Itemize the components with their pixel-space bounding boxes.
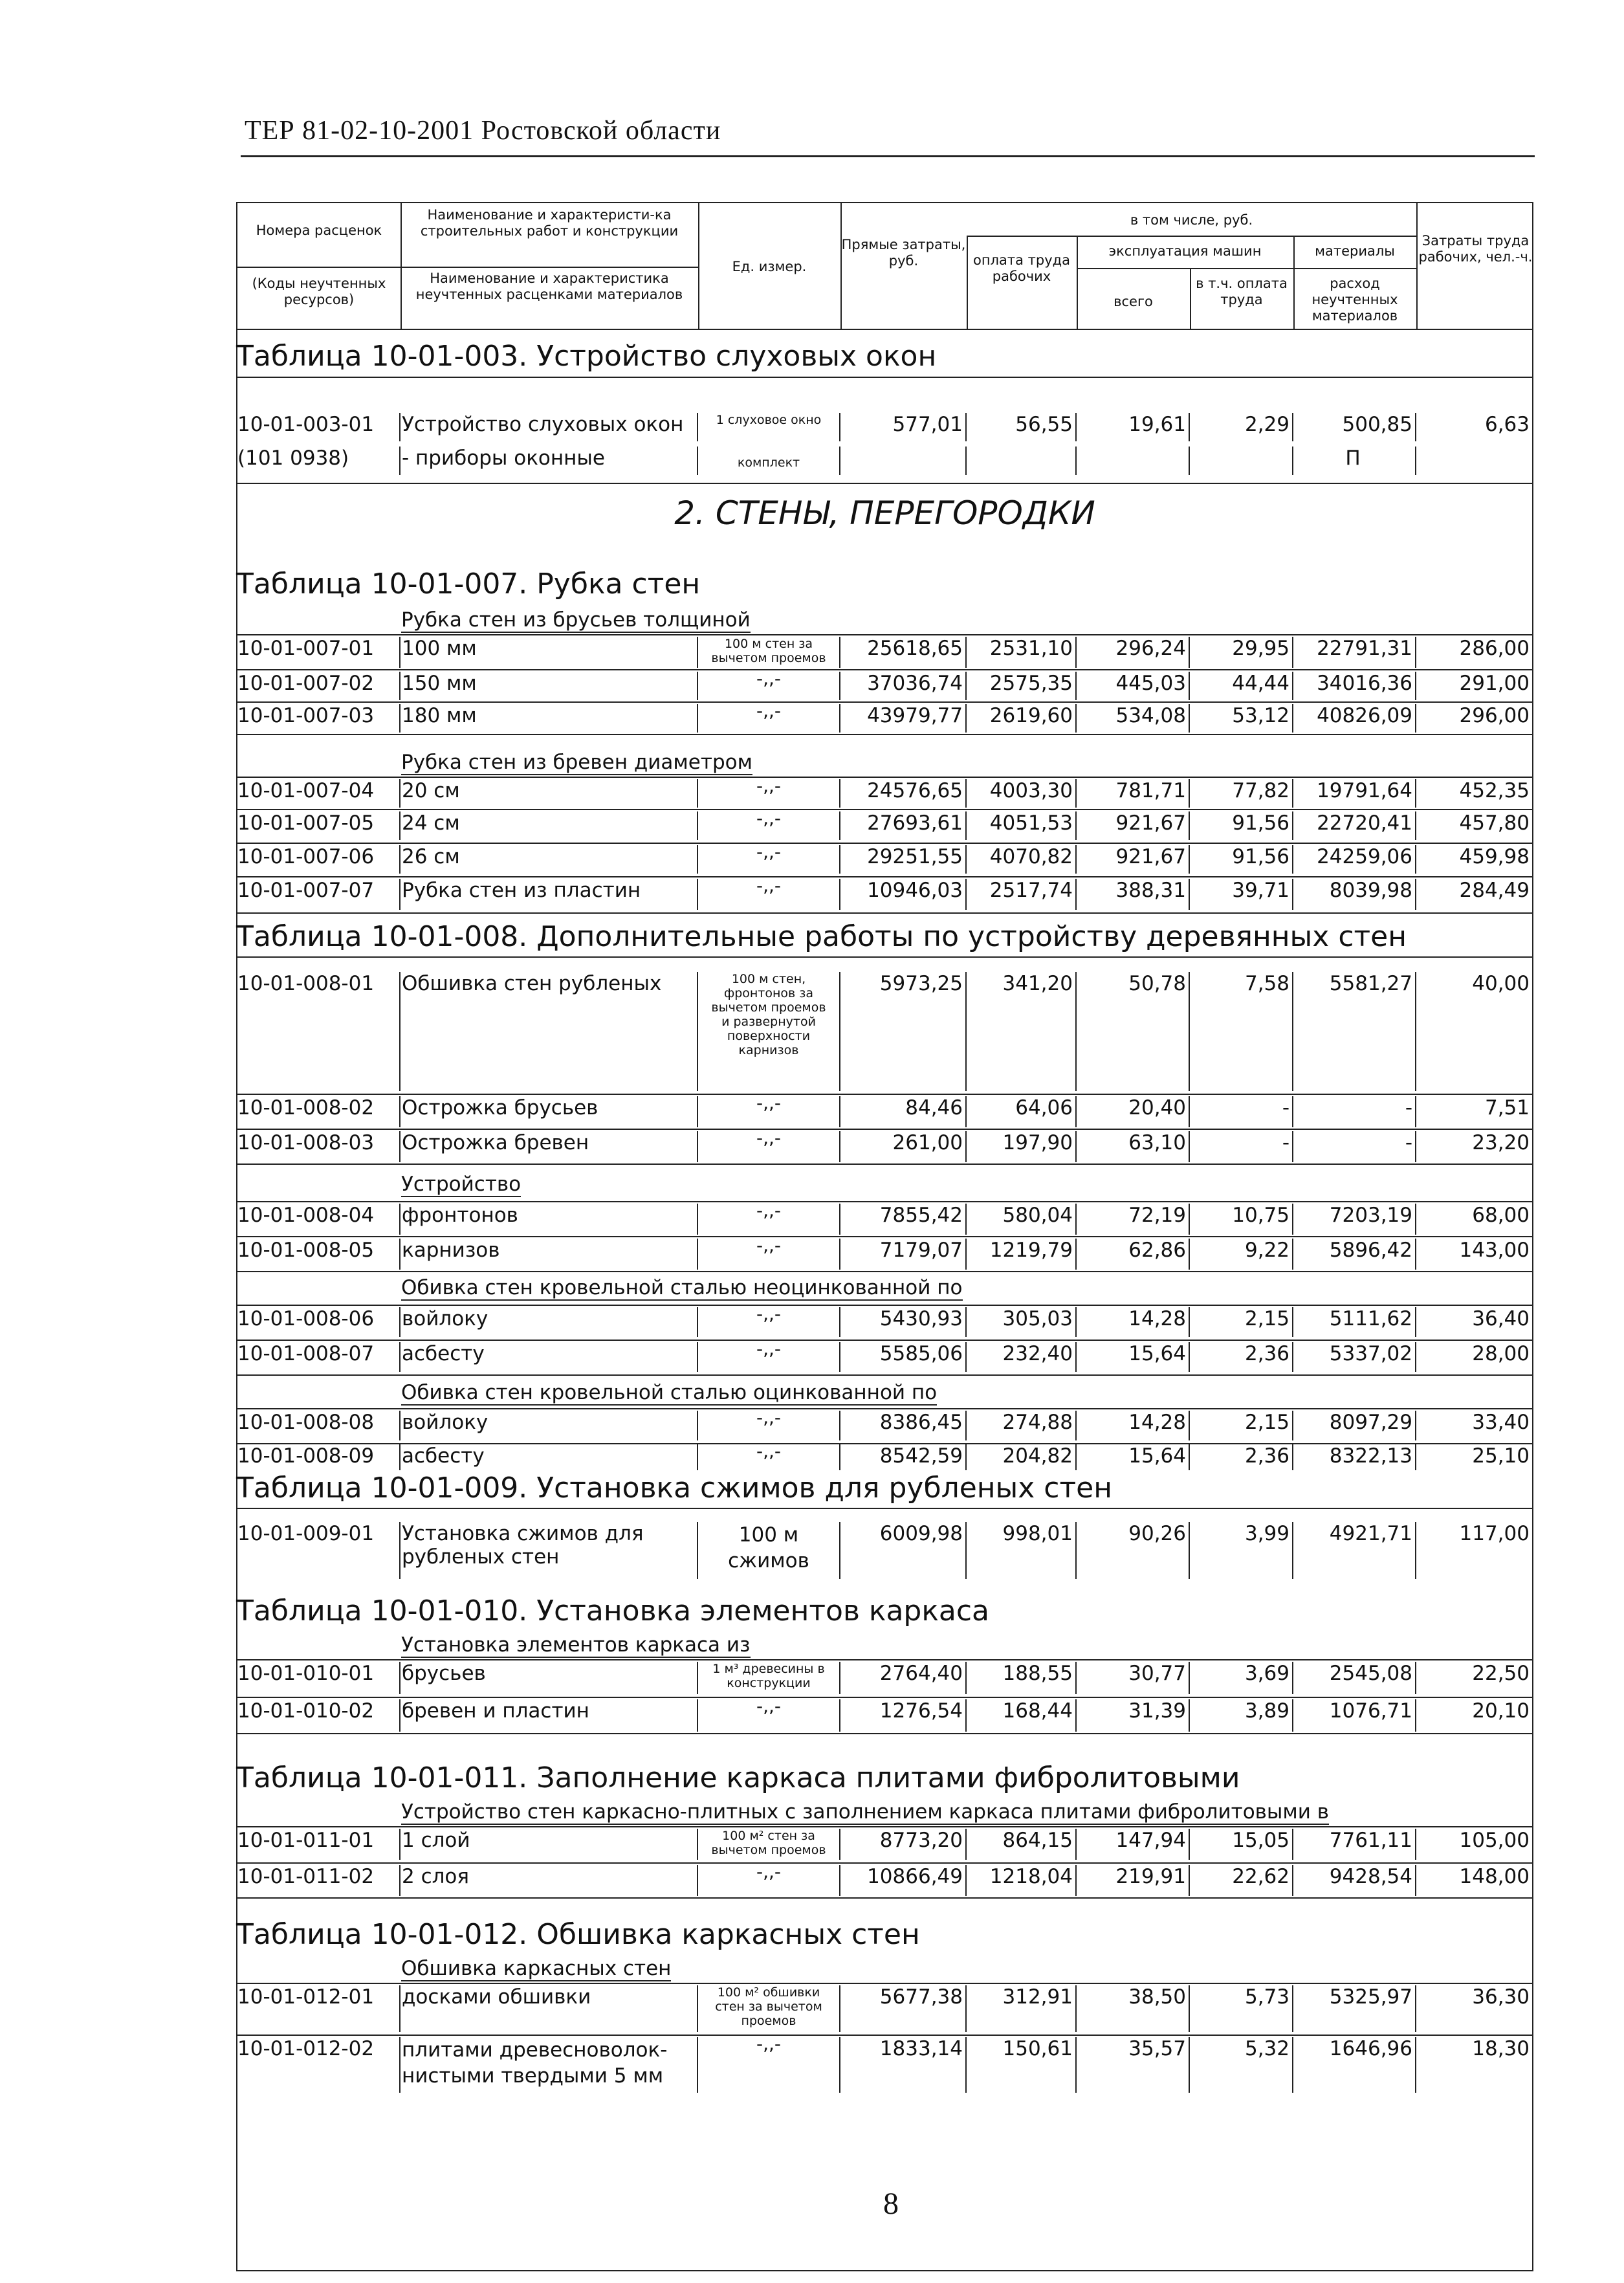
cell-value: 7,51 — [1415, 1096, 1533, 1127]
cell-unit: -,,- — [697, 1239, 839, 1270]
cell-name: 24 см — [399, 811, 697, 840]
cell-value: 452,35 — [1415, 779, 1533, 808]
cell-name: плитами древесноволок-нистыми твердыми 5 мм — [399, 2037, 697, 2093]
cell-value: 4070,82 — [965, 845, 1075, 874]
cell-value: 29,95 — [1189, 637, 1292, 668]
cell-value: 22720,41 — [1292, 811, 1415, 840]
cell-value: 9428,54 — [1292, 1865, 1415, 1896]
column-header — [236, 202, 1533, 330]
cell-value: 30,77 — [1075, 1662, 1189, 1694]
cell-value: 1276,54 — [839, 1699, 965, 1732]
cell-name: войлоку — [399, 1411, 697, 1440]
cell-code: 10-01-007-05 — [237, 811, 375, 835]
table-title-10-01-012: Таблица 10-01-012. Обшивка каркасных стен — [236, 1918, 920, 1951]
cell-value: 284,49 — [1415, 879, 1533, 910]
table-row — [236, 775, 1533, 808]
cell-value: 6009,98 — [839, 1522, 965, 1579]
header-name-resources: Наименование и характеристика неучтенных расценками материалов — [415, 270, 683, 302]
cell-value: 286,00 — [1415, 637, 1533, 668]
cell-code: 10-01-008-04 — [237, 1204, 375, 1227]
cell-unit: -,,- — [697, 1307, 839, 1337]
header-machines: эксплуатация машин — [1108, 243, 1262, 259]
cell-value: 5896,42 — [1292, 1239, 1415, 1270]
cell-name: бревен и пластин — [399, 1699, 697, 1732]
header-name: Наименование и характеристи-ка строительных работ и конструкции — [420, 207, 679, 239]
cell-unit: -,,- — [697, 1131, 839, 1162]
cell-value: 232,40 — [965, 1342, 1075, 1372]
cell-value — [1075, 447, 1189, 475]
cell-name: брусьев — [399, 1662, 697, 1694]
cell-value: 25,10 — [1415, 1444, 1533, 1470]
cell-value: 5585,06 — [839, 1342, 965, 1372]
table-row — [236, 413, 1533, 441]
cell-value: 9,22 — [1189, 1239, 1292, 1270]
cell-value: 50,78 — [1075, 972, 1189, 1091]
cell-value: 117,00 — [1415, 1522, 1533, 1579]
cell-unit: 100 м² обшивки стен за вычетом проемов — [697, 1985, 839, 2032]
cell-value: 312,91 — [965, 1985, 1075, 2032]
subheading: Устройство стен каркасно-плитных с заполнением каркаса плитами фибролитовыми в — [401, 1800, 1330, 1824]
header-code-resources: (Коды неучтенных ресурсов) — [252, 276, 386, 307]
cell-code: 10-01-008-06 — [237, 1307, 375, 1330]
cell-value: 921,67 — [1075, 845, 1189, 874]
cell-value: 8322,13 — [1292, 1444, 1415, 1470]
cell-name: асбесту — [399, 1342, 697, 1372]
cell-value: 534,08 — [1075, 704, 1189, 733]
cell-value: 219,91 — [1075, 1865, 1189, 1896]
cell-code: 10-01-010-01 — [237, 1662, 375, 1685]
cell-value: 27693,61 — [839, 811, 965, 840]
cell-value: 296,00 — [1415, 704, 1533, 733]
cell-value: 39,71 — [1189, 879, 1292, 910]
table-row — [236, 700, 1533, 733]
cell-value: 5111,62 — [1292, 1307, 1415, 1337]
cell-value: 4051,53 — [965, 811, 1075, 840]
cell-name: Острожка бревен — [399, 1131, 697, 1162]
cell-value: 577,01 — [839, 413, 965, 441]
table-row — [236, 808, 1533, 840]
cell-code: 10-01-007-03 — [237, 704, 375, 727]
cell-value: 2,15 — [1189, 1307, 1292, 1337]
cell-unit: 100 м стен за вычетом проемов — [697, 637, 839, 668]
subheading: Рубка стен из бревен диаметром — [401, 751, 752, 774]
cell-value: 2,36 — [1189, 1342, 1292, 1372]
cell-value: 25618,65 — [839, 637, 965, 668]
table-row — [236, 1695, 1533, 1732]
cell-value: 34016,36 — [1292, 672, 1415, 700]
cell-value: - — [1189, 1096, 1292, 1127]
cell-value: 24576,65 — [839, 779, 965, 808]
cell-name: Острожка брусьев — [399, 1096, 697, 1127]
cell-value: 7761,11 — [1292, 1829, 1415, 1860]
cell-unit: -,,- — [697, 1096, 839, 1127]
cell-value: 2,36 — [1189, 1444, 1292, 1470]
cell-unit: -,,- — [697, 1865, 839, 1896]
cell-name: 26 см — [399, 845, 697, 874]
cell-name: 2 слоя — [399, 1865, 697, 1896]
cell-value: 29251,55 — [839, 845, 965, 874]
cell-code: (101 0938) — [237, 447, 349, 470]
cell-value: 2764,40 — [839, 1662, 965, 1694]
cell-code: 10-01-011-02 — [237, 1865, 375, 1888]
cell-value: 2619,60 — [965, 704, 1075, 733]
cell-code: 10-01-008-02 — [237, 1096, 375, 1119]
cell-code: 10-01-008-07 — [237, 1342, 375, 1365]
cell-name: войлоку — [399, 1307, 697, 1337]
cell-value: 8386,45 — [839, 1411, 965, 1440]
right-border — [1532, 330, 1533, 2271]
cell-code: 10-01-007-07 — [237, 879, 375, 902]
cell-value: 63,10 — [1075, 1131, 1189, 1162]
cell-code: 10-01-003-01 — [237, 413, 375, 436]
cell-value: 7,58 — [1189, 972, 1292, 1091]
header-machines-total: всего — [1114, 294, 1153, 309]
cell-unit: -,,- — [697, 704, 839, 733]
cell-name: - приборы оконные — [399, 447, 697, 475]
header-unit: Ед. измер. — [732, 259, 807, 274]
cell-unit: -,,- — [697, 1411, 839, 1440]
cell-value: 33,40 — [1415, 1411, 1533, 1440]
cell-value: 7179,07 — [839, 1239, 965, 1270]
cell-value: 305,03 — [965, 1307, 1075, 1337]
cell-value: 14,28 — [1075, 1307, 1189, 1337]
cell-value: 291,00 — [1415, 672, 1533, 700]
cell-value: 19,61 — [1075, 413, 1189, 441]
cell-name: фронтонов — [399, 1204, 697, 1235]
cell-value: 91,56 — [1189, 845, 1292, 874]
cell-value: 62,86 — [1075, 1239, 1189, 1270]
cell-name: 180 мм — [399, 704, 697, 733]
cell-value: 143,00 — [1415, 1239, 1533, 1270]
cell-value: 90,26 — [1075, 1522, 1189, 1579]
cell-value: 24259,06 — [1292, 845, 1415, 874]
section-heading: 2. СТЕНЫ, ПЕРЕГОРОДКИ — [674, 494, 1095, 532]
cell-code: 10-01-007-02 — [237, 672, 375, 695]
cell-name: 1 слой — [399, 1829, 697, 1860]
cell-value — [839, 447, 965, 475]
subheading: Установка элементов каркаса из — [401, 1633, 751, 1657]
header-rule — [241, 155, 1535, 157]
cell-code: 10-01-009-01 — [237, 1522, 375, 1545]
cell-value: 44,44 — [1189, 672, 1292, 700]
cell-value: 459,98 — [1415, 845, 1533, 874]
cell-value: 19791,64 — [1292, 779, 1415, 808]
header-code: Номера расценок — [256, 223, 382, 238]
table-row — [236, 875, 1533, 910]
cell-value: 7855,42 — [839, 1204, 965, 1235]
cell-value: 5,32 — [1189, 2037, 1292, 2093]
cell-value — [1415, 447, 1533, 475]
document-header: ТЕР 81-02-10-2001 Ростовской области — [245, 116, 721, 146]
left-border — [236, 330, 237, 2271]
cell-unit: 100 м сжимов — [697, 1522, 839, 1579]
cell-value: 8542,59 — [839, 1444, 965, 1470]
cell-value: 91,56 — [1189, 811, 1292, 840]
table-title-10-01-008: Таблица 10-01-008. Дополнительные работы по устройству деревянных стен — [236, 920, 1407, 953]
cell-value: 1219,79 — [965, 1239, 1075, 1270]
table-row — [236, 1522, 1533, 1579]
cell-name: Устройство слуховых окон — [399, 413, 697, 441]
subheading: Обшивка каркасных стен — [401, 1957, 672, 1980]
cell-unit: -,,- — [697, 1444, 839, 1470]
table-row — [236, 972, 1533, 1091]
cell-value: 31,39 — [1075, 1699, 1189, 1732]
cell-unit: -,,- — [697, 779, 839, 808]
cell-value: 445,03 — [1075, 672, 1189, 700]
cell-value: 2545,08 — [1292, 1662, 1415, 1694]
cell-value: 15,64 — [1075, 1444, 1189, 1470]
cell-code: 10-01-007-06 — [237, 845, 375, 868]
cell-value: 7203,19 — [1292, 1204, 1415, 1235]
cell-value: 4921,71 — [1292, 1522, 1415, 1579]
cell-value: 500,85 — [1292, 413, 1415, 441]
subheading: Обивка стен кровельной сталью оцинкованной по — [401, 1381, 938, 1404]
cell-value: 864,15 — [965, 1829, 1075, 1860]
cell-unit: -,,- — [697, 1699, 839, 1732]
cell-value: 2531,10 — [965, 637, 1075, 668]
cell-value: 105,00 — [1415, 1829, 1533, 1860]
cell-value: 5337,02 — [1292, 1342, 1415, 1372]
table-title-10-01-009: Таблица 10-01-009. Установка сжимов для рубленых стен — [236, 1472, 1112, 1505]
table-title-10-01-011: Таблица 10-01-011. Заполнение каркаса плитами фибролитовыми — [236, 1761, 1240, 1794]
cell-value: 23,20 — [1415, 1131, 1533, 1162]
cell-name: 150 мм — [399, 672, 697, 700]
cell-name: досками обшивки — [399, 1985, 697, 2032]
cell-code: 10-01-012-02 — [237, 2037, 375, 2060]
cell-unit: 100 м² стен за вычетом проемов — [697, 1829, 839, 1860]
cell-value: 296,24 — [1075, 637, 1189, 668]
cell-unit: -,,- — [697, 845, 839, 874]
cell-value: 5,73 — [1189, 1985, 1292, 2032]
cell-value: - — [1189, 1131, 1292, 1162]
cell-value: 8773,20 — [839, 1829, 965, 1860]
cell-value: 1076,71 — [1292, 1699, 1415, 1732]
table-title-10-01-003: Таблица 10-01-003. Устройство слуховых окон — [236, 340, 937, 373]
cell-name: асбесту — [399, 1444, 697, 1470]
table-row — [236, 1985, 1533, 2032]
cell-value: 10866,49 — [839, 1865, 965, 1896]
table-row — [236, 1127, 1533, 1162]
cell-value: 36,30 — [1415, 1985, 1533, 2032]
price-table — [236, 202, 1533, 2271]
cell-unit: 1 слуховое окно — [697, 413, 839, 441]
cell-unit: -,,- — [697, 811, 839, 840]
cell-name: 100 мм — [399, 637, 697, 668]
cell-name: 20 см — [399, 779, 697, 808]
cell-value: 10946,03 — [839, 879, 965, 910]
header-machines-pay: в т.ч. оплата труда — [1196, 276, 1288, 307]
cell-value — [965, 447, 1075, 475]
header-including: в том числе, руб. — [1130, 212, 1253, 228]
cell-value: 10,75 — [1189, 1204, 1292, 1235]
cell-unit: -,,- — [697, 672, 839, 700]
cell-value: 8097,29 — [1292, 1411, 1415, 1440]
header-labor-hours: Затраты труда рабочих, чел.-ч. — [1418, 233, 1533, 265]
cell-value: 204,82 — [965, 1444, 1075, 1470]
cell-unit: -,,- — [697, 1342, 839, 1372]
cell-value: 43979,77 — [839, 704, 965, 733]
table-row — [236, 1200, 1533, 1235]
cell-code: 10-01-010-02 — [237, 1699, 375, 1723]
table-row — [236, 1407, 1533, 1440]
table-row — [236, 841, 1533, 874]
table-row — [236, 2033, 1533, 2093]
cell-value: 147,94 — [1075, 1829, 1189, 1860]
cell-value: 20,10 — [1415, 1699, 1533, 1732]
cell-value: 5430,93 — [839, 1307, 965, 1337]
cell-value: 150,61 — [965, 2037, 1075, 2093]
cell-unit: -,,- — [697, 2037, 839, 2093]
cell-value: 457,80 — [1415, 811, 1533, 840]
cell-value: 168,44 — [965, 1699, 1075, 1732]
cell-value: 68,00 — [1415, 1204, 1533, 1235]
bottom-border — [236, 2270, 1533, 2271]
cell-value: 261,00 — [839, 1131, 965, 1162]
table-row — [236, 1662, 1533, 1694]
cell-value: 1218,04 — [965, 1865, 1075, 1896]
cell-unit: -,,- — [697, 1204, 839, 1235]
cell-value: 781,71 — [1075, 779, 1189, 808]
cell-value: 5581,27 — [1292, 972, 1415, 1091]
header-materials-consumption: расход неучтенных материалов — [1311, 276, 1398, 324]
cell-value: 56,55 — [965, 413, 1075, 441]
cell-value: 5677,38 — [839, 1985, 965, 2032]
cell-value: 6,63 — [1415, 413, 1533, 441]
header-labor-pay: оплата труда рабочих — [972, 252, 1071, 284]
cell-value: 3,69 — [1189, 1662, 1292, 1694]
cell-name: Рубка стен из пластин — [399, 879, 697, 910]
cell-value: 2,15 — [1189, 1411, 1292, 1440]
cell-value: 22,62 — [1189, 1865, 1292, 1896]
table-row — [236, 1092, 1533, 1127]
cell-value: 998,01 — [965, 1522, 1075, 1579]
cell-value: 28,00 — [1415, 1342, 1533, 1372]
cell-value: 40,00 — [1415, 972, 1533, 1091]
cell-name: карнизов — [399, 1239, 697, 1270]
subheading: Устройство — [401, 1173, 521, 1196]
cell-code: 10-01-008-05 — [237, 1239, 375, 1262]
table-row — [236, 1303, 1533, 1337]
cell-value — [1189, 447, 1292, 475]
cell-value: 22791,31 — [1292, 637, 1415, 668]
cell-code: 10-01-008-08 — [237, 1411, 375, 1434]
table-row — [236, 447, 1533, 475]
cell-value: 18,30 — [1415, 2037, 1533, 2093]
cell-unit: -,,- — [697, 879, 839, 910]
cell-value: 1646,96 — [1292, 2037, 1415, 2093]
cell-name: Обшивка стен рубленых — [399, 972, 697, 1091]
table-row — [236, 1440, 1533, 1470]
cell-value: 148,00 — [1415, 1865, 1533, 1896]
cell-value: 5973,25 — [839, 972, 965, 1091]
cell-value: 53,12 — [1189, 704, 1292, 733]
table-row — [236, 1829, 1533, 1860]
cell-value: 35,57 — [1075, 2037, 1189, 2093]
cell-value: 388,31 — [1075, 879, 1189, 910]
cell-value: 36,40 — [1415, 1307, 1533, 1337]
cell-value: 37036,74 — [839, 672, 965, 700]
table-title-10-01-010: Таблица 10-01-010. Установка элементов каркаса — [236, 1594, 990, 1627]
cell-code: 10-01-007-01 — [237, 637, 375, 660]
cell-code: 10-01-008-09 — [237, 1444, 375, 1468]
cell-code: 10-01-011-01 — [237, 1829, 375, 1852]
cell-value: 3,89 — [1189, 1699, 1292, 1732]
cell-value: 188,55 — [965, 1662, 1075, 1694]
cell-value: 38,50 — [1075, 1985, 1189, 2032]
cell-unit: 1 м³ древесины в конструкции — [697, 1662, 839, 1694]
cell-value: 8039,98 — [1292, 879, 1415, 910]
cell-value: 40826,09 — [1292, 704, 1415, 733]
header-direct-cost: Прямые затраты, руб. — [841, 237, 966, 269]
page-number: 8 — [883, 2187, 899, 2221]
cell-unit: комплект — [697, 447, 839, 475]
header-materials: материалы — [1315, 243, 1395, 259]
cell-value: - — [1292, 1131, 1415, 1162]
cell-value: 22,50 — [1415, 1662, 1533, 1694]
cell-code: 10-01-008-03 — [237, 1131, 375, 1154]
cell-value: 84,46 — [839, 1096, 965, 1127]
cell-value: 4003,30 — [965, 779, 1075, 808]
cell-value: 64,06 — [965, 1096, 1075, 1127]
table-row — [236, 1235, 1533, 1270]
cell-value: 14,28 — [1075, 1411, 1189, 1440]
table-row — [236, 668, 1533, 700]
subheading: Рубка стен из брусьев толщиной — [401, 608, 751, 632]
cell-value: 197,90 — [965, 1131, 1075, 1162]
cell-value: 77,82 — [1189, 779, 1292, 808]
table-row — [236, 1338, 1533, 1372]
cell-value: 15,05 — [1189, 1829, 1292, 1860]
cell-value: 341,20 — [965, 972, 1075, 1091]
cell-value: - — [1292, 1096, 1415, 1127]
table-row — [236, 637, 1533, 668]
cell-name: Установка сжимов для рубленых стен — [399, 1522, 697, 1579]
cell-value: 3,99 — [1189, 1522, 1292, 1579]
cell-value: 2575,35 — [965, 672, 1075, 700]
cell-value: 20,40 — [1075, 1096, 1189, 1127]
cell-value: 2,29 — [1189, 413, 1292, 441]
cell-value: П — [1292, 447, 1415, 475]
subheading: Обивка стен кровельной сталью неоцинкованной по — [401, 1276, 963, 1299]
cell-value: 5325,97 — [1292, 1985, 1415, 2032]
table-row — [236, 1861, 1533, 1896]
cell-value: 2517,74 — [965, 879, 1075, 910]
cell-value: 274,88 — [965, 1411, 1075, 1440]
cell-value: 580,04 — [965, 1204, 1075, 1235]
cell-code: 10-01-008-01 — [237, 972, 375, 995]
cell-code: 10-01-007-04 — [237, 779, 375, 802]
table-title-10-01-007: Таблица 10-01-007. Рубка стен — [236, 568, 701, 601]
cell-value: 15,64 — [1075, 1342, 1189, 1372]
cell-value: 72,19 — [1075, 1204, 1189, 1235]
cell-value: 921,67 — [1075, 811, 1189, 840]
cell-value: 1833,14 — [839, 2037, 965, 2093]
cell-code: 10-01-012-01 — [237, 1985, 375, 2009]
cell-unit: 100 м стен, фронтонов за вычетом проемов и развернутой поверхности карнизов — [697, 972, 839, 1091]
